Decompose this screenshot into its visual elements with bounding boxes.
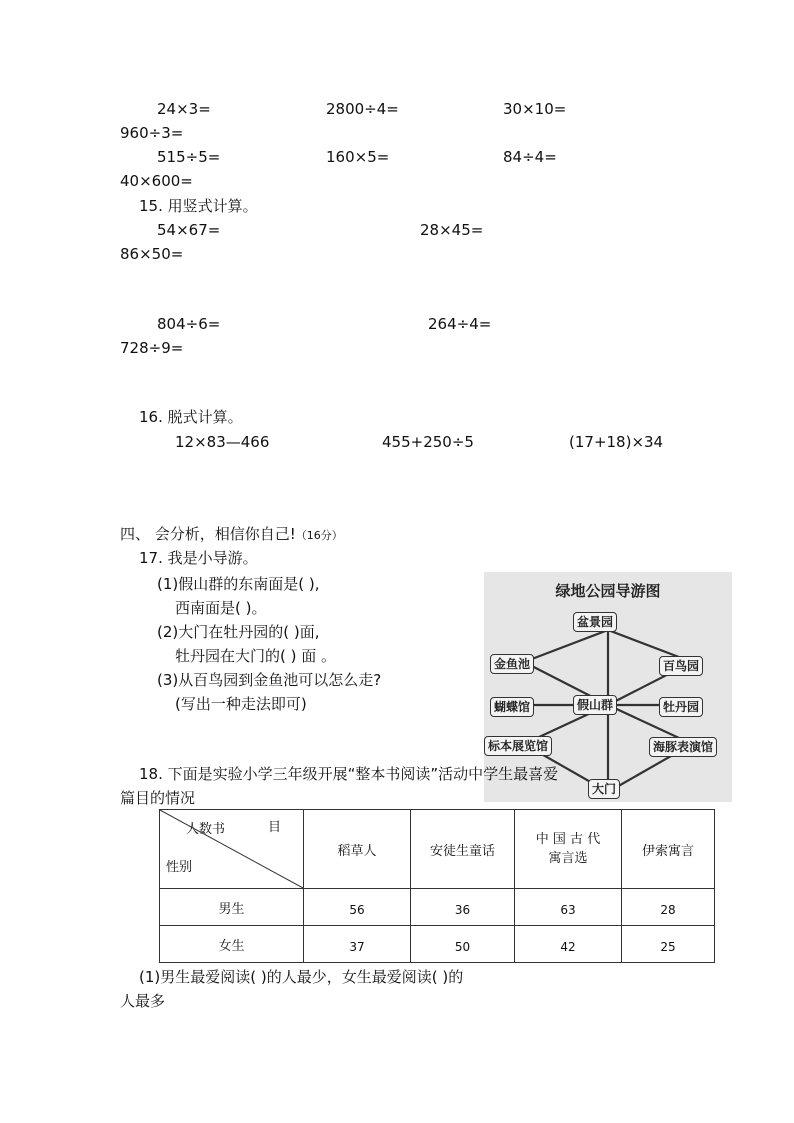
vertical-calc-item: 804÷6=: [157, 315, 221, 333]
table-row: [160, 889, 715, 926]
row-label: 男生: [160, 889, 304, 926]
vertical-calc-item: 728÷9=: [120, 339, 184, 357]
question-18-text-cont: 篇目的情况: [120, 789, 196, 807]
map-node-main-gate: 大门: [588, 779, 620, 799]
question-18-text: 18. 下面是实验小学三年级开展“整本书阅读”活动中学生最喜爱: [139, 765, 559, 783]
question-17-part1-cont: 西南面是( )。: [175, 599, 267, 617]
map-node-butterfly-hall: 蝴蝶馆: [490, 697, 534, 717]
section-4-title: [120, 524, 343, 546]
question-17-part1: (1)假山群的东南面是( ),: [157, 575, 320, 593]
header-title-label: 目: [268, 820, 282, 835]
table-row: [160, 926, 715, 963]
table-cell: 56: [304, 889, 411, 926]
calc-item: 40×600=: [120, 172, 193, 190]
stepwise-calc-item: 455+250÷5: [382, 433, 474, 451]
book-title-line: 中 国 古 代: [535, 832, 601, 847]
calc-item: 30×10=: [503, 100, 567, 118]
book-column-header: 安徒生童话: [411, 810, 515, 889]
section-4-heading: 四、 会分析，相信你自己!: [120, 525, 296, 543]
question-17-part2-cont: 牡丹园在大门的( ) 面 。: [175, 647, 337, 665]
question-17-title: 17. 我是小导游。: [139, 549, 258, 567]
map-node-bonsai-garden: 盆景园: [573, 612, 617, 632]
vertical-calc-item: 54×67=: [157, 221, 221, 239]
question-18-part1: (1)男生最爱阅读( )的人最少，女生最爱阅读( )的: [139, 968, 464, 986]
table-cell: 63: [515, 889, 622, 926]
table-cell: 28: [622, 889, 715, 926]
map-node-peony-garden: 牡丹园: [659, 697, 703, 717]
table-cell: 37: [304, 926, 411, 963]
calc-item: 515÷5=: [157, 148, 221, 166]
book-column-header: [515, 810, 622, 889]
table-cell: 36: [411, 889, 515, 926]
table-cell: 25: [622, 926, 715, 963]
calc-item: 160×5=: [326, 148, 390, 166]
question-15-title: 15. 用竖式计算。: [139, 197, 258, 215]
question-17-part3: (3)从百鸟园到金鱼池可以怎么走?: [157, 671, 382, 689]
table-cell: 50: [411, 926, 515, 963]
map-node-specimen-hall: 标本展览馆: [484, 736, 552, 756]
question-18-part1-cont: 人最多: [120, 992, 166, 1010]
stepwise-calc-item: (17+18)×34: [569, 433, 664, 451]
stepwise-calc-item: 12×83—466: [175, 433, 270, 451]
question-17-part3-note: (写出一种走法即可): [175, 695, 307, 713]
calc-item: 960÷3=: [120, 124, 184, 142]
section-4-score: （16分）: [295, 529, 343, 542]
question-17-part2: (2)大门在牡丹园的( )面,: [157, 623, 320, 641]
diagonal-header-cell: [160, 810, 304, 889]
row-label: 女生: [160, 926, 304, 963]
table-header-row: [160, 810, 715, 889]
calc-item: 2800÷4=: [326, 100, 399, 118]
book-column-header: 稻草人: [304, 810, 411, 889]
reading-survey-table: [159, 809, 715, 963]
header-quantity-label: 人数书: [186, 822, 226, 837]
calc-item: 84÷4=: [503, 148, 557, 166]
vertical-calc-item: 28×45=: [420, 221, 484, 239]
calc-item: 24×3=: [157, 100, 211, 118]
vertical-calc-item: 86×50=: [120, 245, 184, 263]
header-gender-label: 性别: [166, 860, 193, 875]
map-node-dolphin-show: 海豚表演馆: [649, 737, 717, 757]
map-node-goldfish-pond: 金鱼池: [490, 654, 534, 674]
book-column-header: 伊索寓言: [622, 810, 715, 889]
vertical-calc-item: 264÷4=: [428, 315, 492, 333]
book-title-line: 寓言选: [548, 851, 588, 866]
table-cell: 42: [515, 926, 622, 963]
park-map-title: 绿地公园导游图: [555, 582, 661, 600]
question-16-title: 16. 脱式计算。: [139, 408, 243, 426]
map-node-rockery: 假山群: [573, 695, 617, 715]
map-node-bird-garden: 百鸟园: [659, 656, 703, 676]
